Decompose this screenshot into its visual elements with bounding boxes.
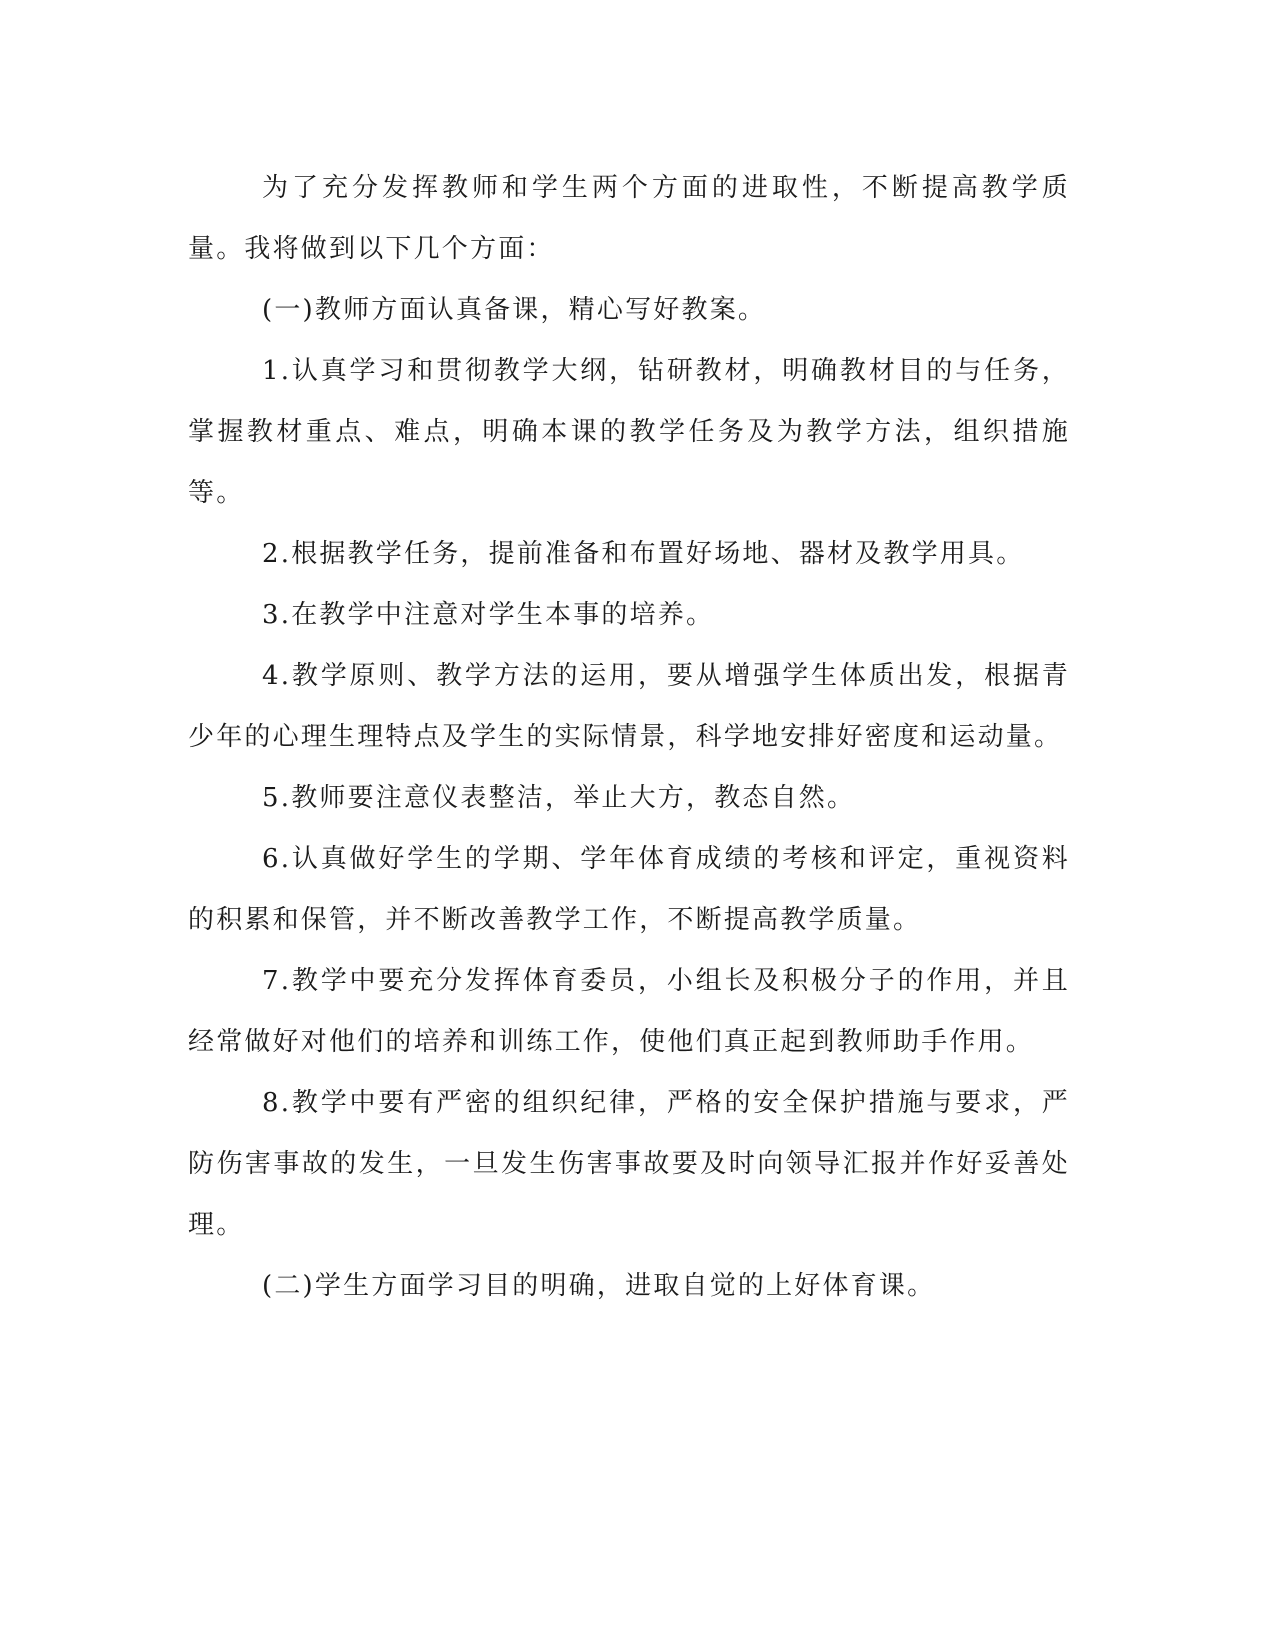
list-item-2: 2.根据教学任务，提前准备和布置好场地、器材及教学用具。 [262, 539, 1025, 569]
document-body [188, 158, 1070, 1317]
list-item-3: 3.在教学中注意对学生本事的培养。 [262, 600, 715, 630]
list-item-5: 5.教师要注意仪表整洁，举止大方，教态自然。 [262, 783, 856, 813]
list-item-6: 6.认真做好学生的学期、学年体育成绩的考核和评定，重视资料的积累和保管，并不断改善教学工作，不断提高教学质量。 [188, 844, 1070, 935]
section-heading-student: (二)学生方面学习目的明确，进取自觉的上好体育课。 [262, 1271, 936, 1301]
intro-paragraph: 为了充分发挥教师和学生两个方面的进取性，不断提高教学质量。我将做到以下几个方面： [188, 173, 1070, 264]
list-item-4: 4.教学原则、教学方法的运用，要从增强学生体质出发，根据青少年的心理生理特点及学生的实际情景，科学地安排好密度和运动量。 [188, 661, 1070, 752]
list-item-7: 7.教学中要充分发挥体育委员，小组长及积极分子的作用，并且经常做好对他们的培养和训练工作，使他们真正起到教师助手作用。 [188, 966, 1070, 1057]
list-item-1: 1.认真学习和贯彻教学大纲，钻研教材，明确教材目的与任务，掌握教材重点、难点，明确本课的教学任务及为教学方法，组织措施等。 [188, 356, 1070, 508]
section-heading-teacher: (一)教师方面认真备课，精心写好教案。 [262, 295, 767, 325]
list-item-8: 8.教学中要有严密的组织纪律，严格的安全保护措施与要求，严防伤害事故的发生，一旦发生伤害事故要及时向领导汇报并作好妥善处理。 [188, 1088, 1070, 1240]
